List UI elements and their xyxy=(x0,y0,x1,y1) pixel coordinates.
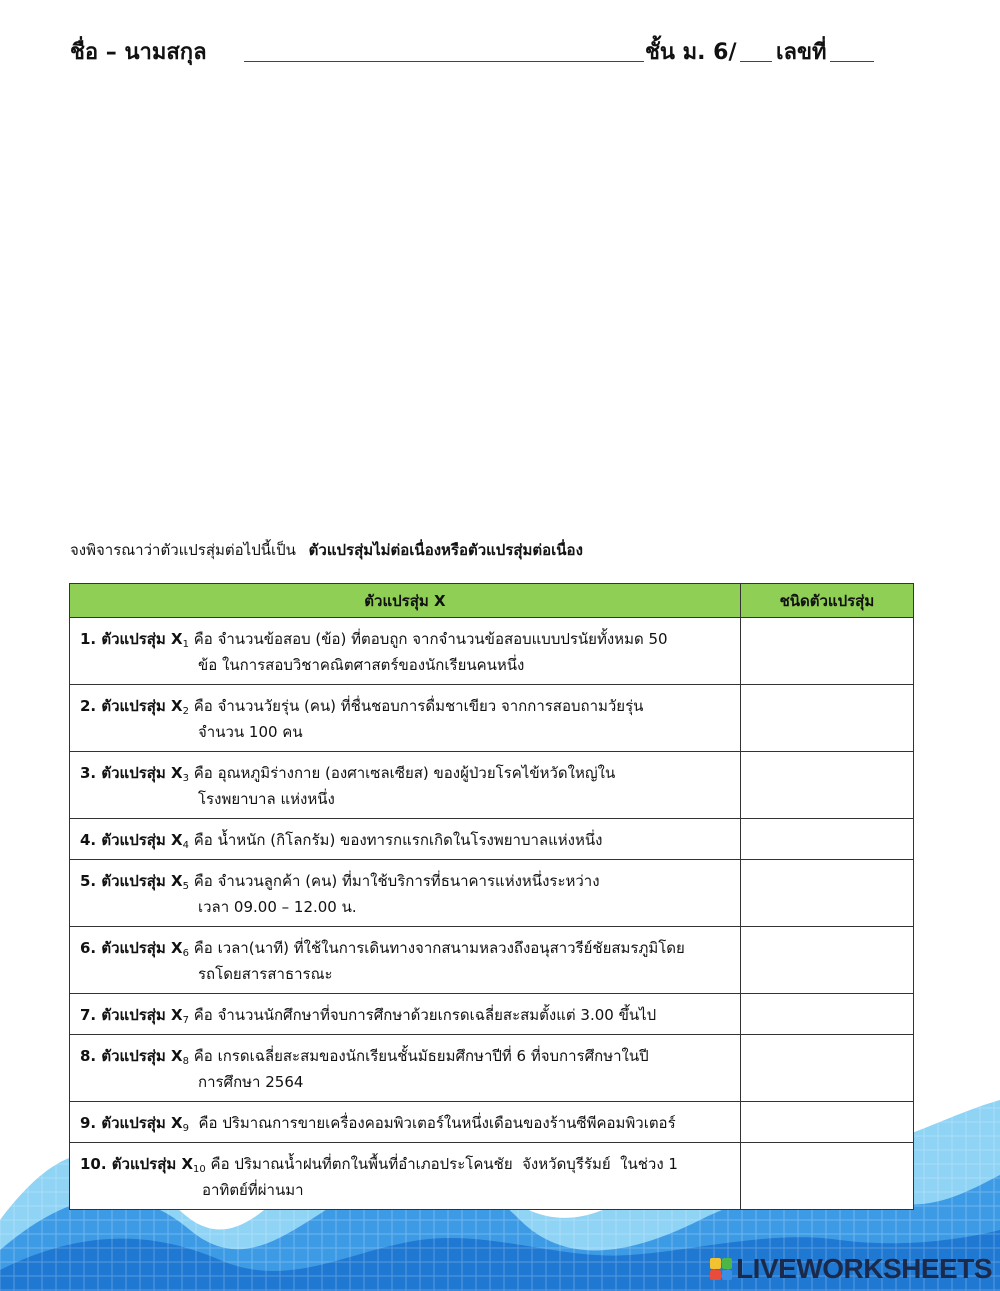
question-continuation: รถโดยสารสาธารณะ xyxy=(198,965,333,983)
question-cell xyxy=(70,618,741,685)
question-number-label: 8. ตัวแปรสุ่ม X xyxy=(80,1047,183,1065)
instruction-emphasis: ตัวแปรสุ่มไม่ต่อเนื่องหรือตัวแปรสุ่มต่อเนื่อง xyxy=(308,541,583,559)
table-row xyxy=(70,1102,914,1143)
table-row xyxy=(70,618,914,685)
question-cell xyxy=(70,1035,741,1102)
question-first-line xyxy=(80,1110,732,1136)
question-first-line xyxy=(80,827,732,853)
question-continuation: โรงพยาบาล แห่งหนึ่ง xyxy=(198,790,335,808)
liveworksheets-logo-icon xyxy=(710,1258,732,1280)
answer-cell[interactable] xyxy=(740,618,913,685)
student-info-header xyxy=(70,30,930,70)
table-row xyxy=(70,994,914,1035)
question-text: คือ อุณหภูมิร่างกาย (องศาเซลเซียส) ของผู้ป่วยโรคไข้หวัดใหญ่ใน xyxy=(188,764,616,782)
variable-subscript: 3 xyxy=(182,773,189,784)
col-header-type: ชนิดตัวแปรสุ่ม xyxy=(740,584,913,618)
variable-subscript: 7 xyxy=(182,1015,189,1026)
answer-cell[interactable] xyxy=(740,1035,913,1102)
number-label: เลขที่ xyxy=(776,40,827,65)
name-label: ชื่อ – นามสกุล xyxy=(70,40,207,65)
question-text: คือ จำนวนลูกค้า (คน) ที่มาใช้บริการที่ธนาคารแห่งหนึ่งระหว่าง xyxy=(188,872,600,890)
variable-subscript: 9 xyxy=(182,1123,189,1134)
table-row xyxy=(70,1035,914,1102)
question-number-label: 3. ตัวแปรสุ่ม X xyxy=(80,764,183,782)
variable-subscript: 6 xyxy=(182,948,189,959)
question-text: คือ จำนวนข้อสอบ (ข้อ) ที่ตอบถูก จากจำนวนข้อสอบแบบปรนัยทั้งหมด 50 xyxy=(188,630,668,648)
question-number-label: 4. ตัวแปรสุ่ม X xyxy=(80,831,183,849)
variable-subscript: 4 xyxy=(182,840,189,851)
question-number-label: 9. ตัวแปรสุ่ม X xyxy=(80,1114,183,1132)
table-row xyxy=(70,819,914,860)
answer-cell[interactable] xyxy=(740,994,913,1035)
question-number-label: 10. ตัวแปรสุ่ม X xyxy=(80,1155,194,1173)
question-first-line xyxy=(80,1043,732,1069)
question-text: คือ เกรดเฉลี่ยสะสมของนักเรียนชั้นมัธยมศึกษาปีที่ 6 ที่จบการศึกษาในปี xyxy=(188,1047,649,1065)
question-continuation: จำนวน 100 คน xyxy=(198,723,303,741)
question-first-line xyxy=(80,1002,732,1028)
question-number-label: 6. ตัวแปรสุ่ม X xyxy=(80,939,183,957)
question-number-label: 1. ตัวแปรสุ่ม X xyxy=(80,630,183,648)
table-row xyxy=(70,927,914,994)
answer-cell[interactable] xyxy=(740,860,913,927)
question-text: คือ จำนวนนักศึกษาที่จบการศึกษาด้วยเกรดเฉลี่ยสะสมตั้งแต่ 3.00 ขึ้นไป xyxy=(188,1006,657,1024)
question-text: คือ เวลา(นาที) ที่ใช้ในการเดินทางจากสนามหลวงถึงอนุสาวรีย์ชัยสมรภูมิโดย xyxy=(188,939,685,957)
question-cell xyxy=(70,1102,741,1143)
question-continuation: เวลา 09.00 – 12.00 น. xyxy=(198,898,357,916)
question-first-line xyxy=(80,935,732,961)
table-row xyxy=(70,752,914,819)
question-first-line xyxy=(80,760,732,786)
question-continuation: การศึกษา 2564 xyxy=(198,1073,304,1091)
variable-subscript: 2 xyxy=(182,706,189,717)
table-row xyxy=(70,1143,914,1210)
variable-subscript: 10 xyxy=(193,1164,206,1175)
question-continuation: ข้อ ในการสอบวิชาคณิตศาสตร์ของนักเรียนคนหนึ่ง xyxy=(198,656,525,674)
question-text: คือ จำนวนวัยรุ่น (คน) ที่ชื่นชอบการดื่มชาเขียว จากการสอบถามวัยรุ่น xyxy=(188,697,644,715)
question-number-label: 7. ตัวแปรสุ่ม X xyxy=(80,1006,183,1024)
answer-cell[interactable] xyxy=(740,927,913,994)
table-row xyxy=(70,685,914,752)
question-number-label: 2. ตัวแปรสุ่ม X xyxy=(80,697,183,715)
question-cell xyxy=(70,860,741,927)
question-cell xyxy=(70,927,741,994)
question-text: คือ น้ำหนัก (กิโลกรัม) ของทารกแรกเกิดในโรงพยาบาลแห่งหนึ่ง xyxy=(188,831,603,849)
brand-logo xyxy=(710,1253,992,1285)
question-continuation: อาทิตย์ที่ผ่านมา xyxy=(202,1181,304,1199)
question-text: คือ ปริมาณน้ำฝนที่ตกในพื้นที่อำเภอประโคนชัย จังหวัดบุรีรัมย์ ในช่วง 1 xyxy=(205,1155,678,1173)
question-cell xyxy=(70,819,741,860)
col-header-variable: ตัวแปรสุ่ม X xyxy=(70,584,741,618)
question-cell xyxy=(70,994,741,1035)
variable-subscript: 1 xyxy=(182,639,189,650)
question-first-line xyxy=(80,693,732,719)
answer-cell[interactable] xyxy=(740,1143,913,1210)
answer-cell[interactable] xyxy=(740,1102,913,1143)
instruction xyxy=(70,538,930,562)
question-first-line xyxy=(80,1151,732,1177)
answer-cell[interactable] xyxy=(740,685,913,752)
table-header-row xyxy=(70,584,914,618)
class-label: ชั้น ม. 6/ xyxy=(645,40,737,65)
question-cell xyxy=(70,685,741,752)
question-first-line xyxy=(80,626,732,652)
number-blank[interactable] xyxy=(830,61,874,62)
brand-text: LIVEWORKSHEETS xyxy=(736,1253,992,1284)
question-first-line xyxy=(80,868,732,894)
variable-subscript: 5 xyxy=(182,881,189,892)
name-blank[interactable] xyxy=(244,61,644,62)
question-number-label: 5. ตัวแปรสุ่ม X xyxy=(80,872,183,890)
question-cell xyxy=(70,1143,741,1210)
question-cell xyxy=(70,752,741,819)
instruction-text: จงพิจารณาว่าตัวแปรสุ่มต่อไปนี้เป็น xyxy=(70,541,296,559)
random-variable-table xyxy=(69,583,914,1210)
table-row xyxy=(70,860,914,927)
variable-subscript: 8 xyxy=(182,1056,189,1067)
answer-cell[interactable] xyxy=(740,752,913,819)
class-blank[interactable] xyxy=(740,61,772,62)
question-text: คือ ปริมาณการขายเครื่องคอมพิวเตอร์ในหนึ่งเดือนของร้านซีพีคอมพิวเตอร์ xyxy=(188,1114,676,1132)
answer-cell[interactable] xyxy=(740,819,913,860)
